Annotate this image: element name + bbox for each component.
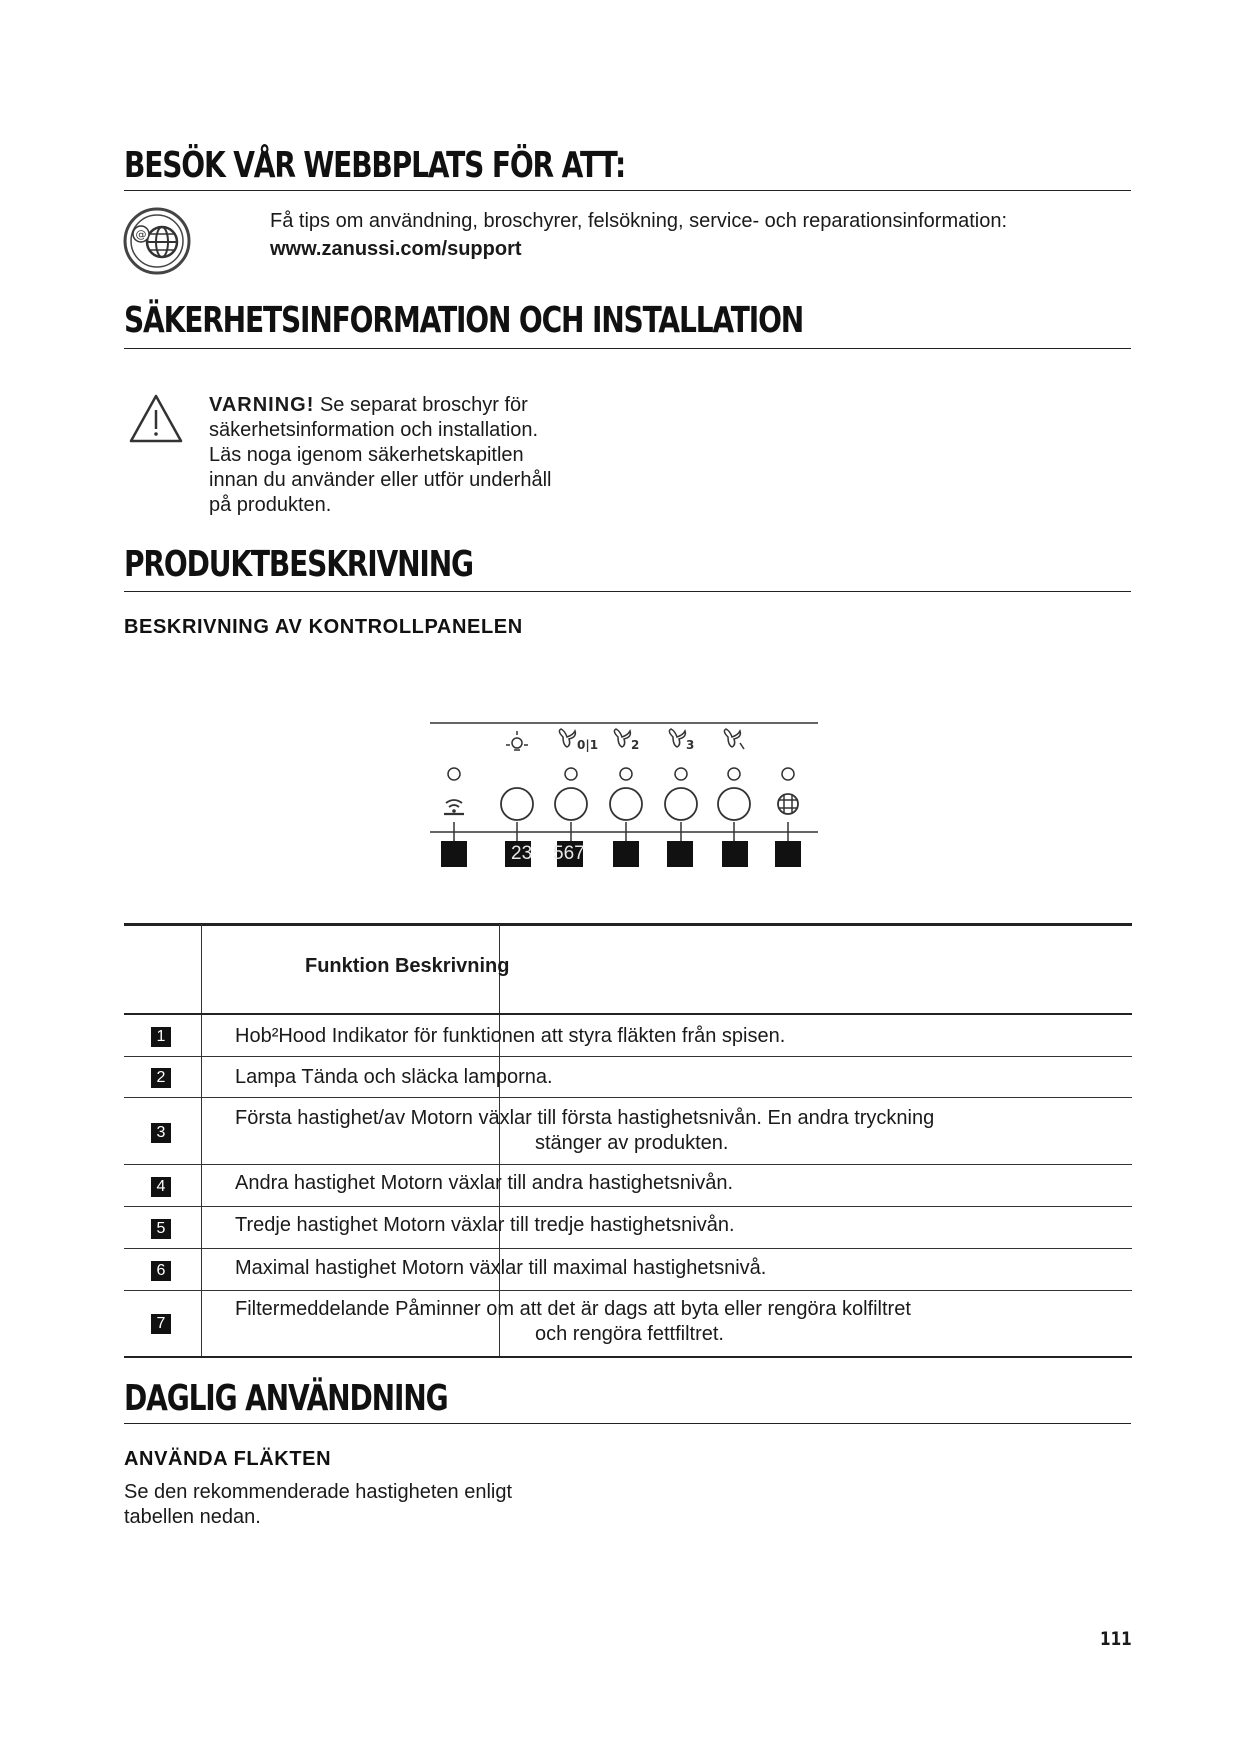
led-3 [565, 768, 577, 780]
table-header-rule [124, 1013, 1132, 1015]
fan-label-1: 0|1 [577, 738, 599, 752]
panel-label-4 [553, 841, 585, 867]
row-number-7: 7 [151, 1314, 171, 1334]
fan-label-3: 3 [686, 738, 695, 752]
led-5 [675, 768, 687, 780]
led-6 [728, 768, 740, 780]
fan-symbol-1-icon [559, 729, 575, 747]
product-heading: PRODUKTBESKRIVNING [124, 544, 473, 585]
max-speed-button[interactable] [718, 788, 750, 820]
row-number-1: 1 [151, 1027, 171, 1047]
row-number-4: 4 [151, 1177, 171, 1197]
row-rule [124, 1056, 1132, 1057]
row-rule [124, 1097, 1132, 1098]
support-link[interactable]: www.zanussi.com/support [270, 238, 522, 260]
panel-label-5-6-7-text: 567 [553, 843, 585, 864]
warning-line-4: innan du använder eller utför underhåll [209, 469, 552, 491]
row-rule [124, 1164, 1132, 1165]
website-heading-rule [124, 190, 1131, 191]
led-1 [448, 768, 460, 780]
row-number-5: 5 [151, 1219, 171, 1239]
table-bottom-rule [124, 1356, 1132, 1358]
fan-symbol-2-icon [614, 729, 630, 747]
website-text: Få tips om användning, broschyrer, felsökning, service- och reparationsinformation: [270, 210, 1008, 232]
row-5-text: Tredje hastighet Motorn växlar till tredje hastighetsnivån. [235, 1214, 735, 1236]
control-panel-subheading: BESKRIVNING AV KONTROLLPANELEN [124, 616, 523, 638]
safety-heading: SÄKERHETSINFORMATION OCH INSTALLATION [124, 300, 804, 341]
fan-symbol-3-icon [669, 729, 685, 747]
daily-heading-rule [124, 1423, 1131, 1424]
panel-label-6 [667, 841, 693, 867]
row-number-6: 6 [151, 1261, 171, 1281]
hob2hood-symbol-icon [444, 800, 464, 814]
panel-label-5 [613, 841, 639, 867]
panel-label-7 [722, 841, 748, 867]
filter-symbol-icon [778, 794, 798, 814]
led-4 [620, 768, 632, 780]
panel-label-2-3 [505, 841, 531, 867]
warning-line-2: säkerhetsinformation och installation. [209, 419, 539, 441]
row-2-text: Lampa Tända och släcka lamporna. [235, 1066, 553, 1088]
warning-line-1: Se separat broschyr för [314, 394, 528, 416]
row-3-text-cont: stänger av produkten. [535, 1132, 729, 1154]
warning-line-3: Läs noga igenom säkerhetskapitlen [209, 444, 524, 466]
speed-1-off-button[interactable] [555, 788, 587, 820]
table-col-divider-2 [499, 924, 500, 1357]
daily-heading: DAGLIG ANVÄNDNING [124, 1378, 448, 1419]
row-6-text: Maximal hastighet Motorn växlar till maximal hastighetsnivå. [235, 1257, 767, 1279]
panel-label-1 [441, 841, 467, 867]
product-heading-rule [124, 591, 1131, 592]
row-1-text: Hob²Hood Indikator för funktionen att styra fläkten från spisen. [235, 1025, 786, 1047]
fan-label-2: 2 [631, 738, 640, 752]
website-heading: BESÖK VÅR WEBBPLATS FÖR ATT: [124, 145, 626, 186]
panel-label-8 [775, 841, 801, 867]
panel-label-2-3-text: 23 [511, 843, 533, 864]
table-top-rule [124, 923, 1132, 926]
row-7-text-cont: och rengöra fettfiltret. [535, 1323, 724, 1345]
row-number-2: 2 [151, 1068, 171, 1088]
table-header: Funktion Beskrivning [305, 955, 510, 977]
daily-line-1: Se den rekommenderade hastigheten enligt [124, 1481, 513, 1503]
lamp-button[interactable] [501, 788, 533, 820]
lamp-symbol-icon [506, 731, 528, 750]
fan-usage-subheading: ANVÄNDA FLÄKTEN [124, 1448, 332, 1470]
svg-text:@: @ [135, 228, 147, 241]
warning-label: VARNING! [209, 394, 315, 416]
row-3-text: Första hastighet/av Motorn växlar till första hastighetsnivån. En andra tryckning [235, 1107, 935, 1129]
daily-line-2: tabellen nedan. [124, 1506, 261, 1528]
speed-3-button[interactable] [665, 788, 697, 820]
warning-line-5: på produkten. [209, 494, 332, 516]
row-rule [124, 1248, 1132, 1249]
row-rule [124, 1206, 1132, 1207]
row-rule [124, 1290, 1132, 1291]
row-number-3: 3 [151, 1123, 171, 1143]
row-7-text: Filtermeddelande Påminner om att det är dags att byta eller rengöra kolfiltret [235, 1298, 911, 1320]
row-4-text: Andra hastighet Motorn växlar till andra hastighetsnivån. [235, 1172, 734, 1194]
safety-heading-rule [124, 348, 1131, 349]
table-col-divider-1 [201, 924, 202, 1357]
globe-at-icon [122, 206, 192, 276]
warning-triangle-icon [128, 393, 184, 445]
speed-2-button[interactable] [610, 788, 642, 820]
warning-block [209, 393, 609, 518]
fan-symbol-max-icon [724, 729, 744, 749]
page-number: 111 [1100, 1628, 1132, 1650]
led-7 [782, 768, 794, 780]
